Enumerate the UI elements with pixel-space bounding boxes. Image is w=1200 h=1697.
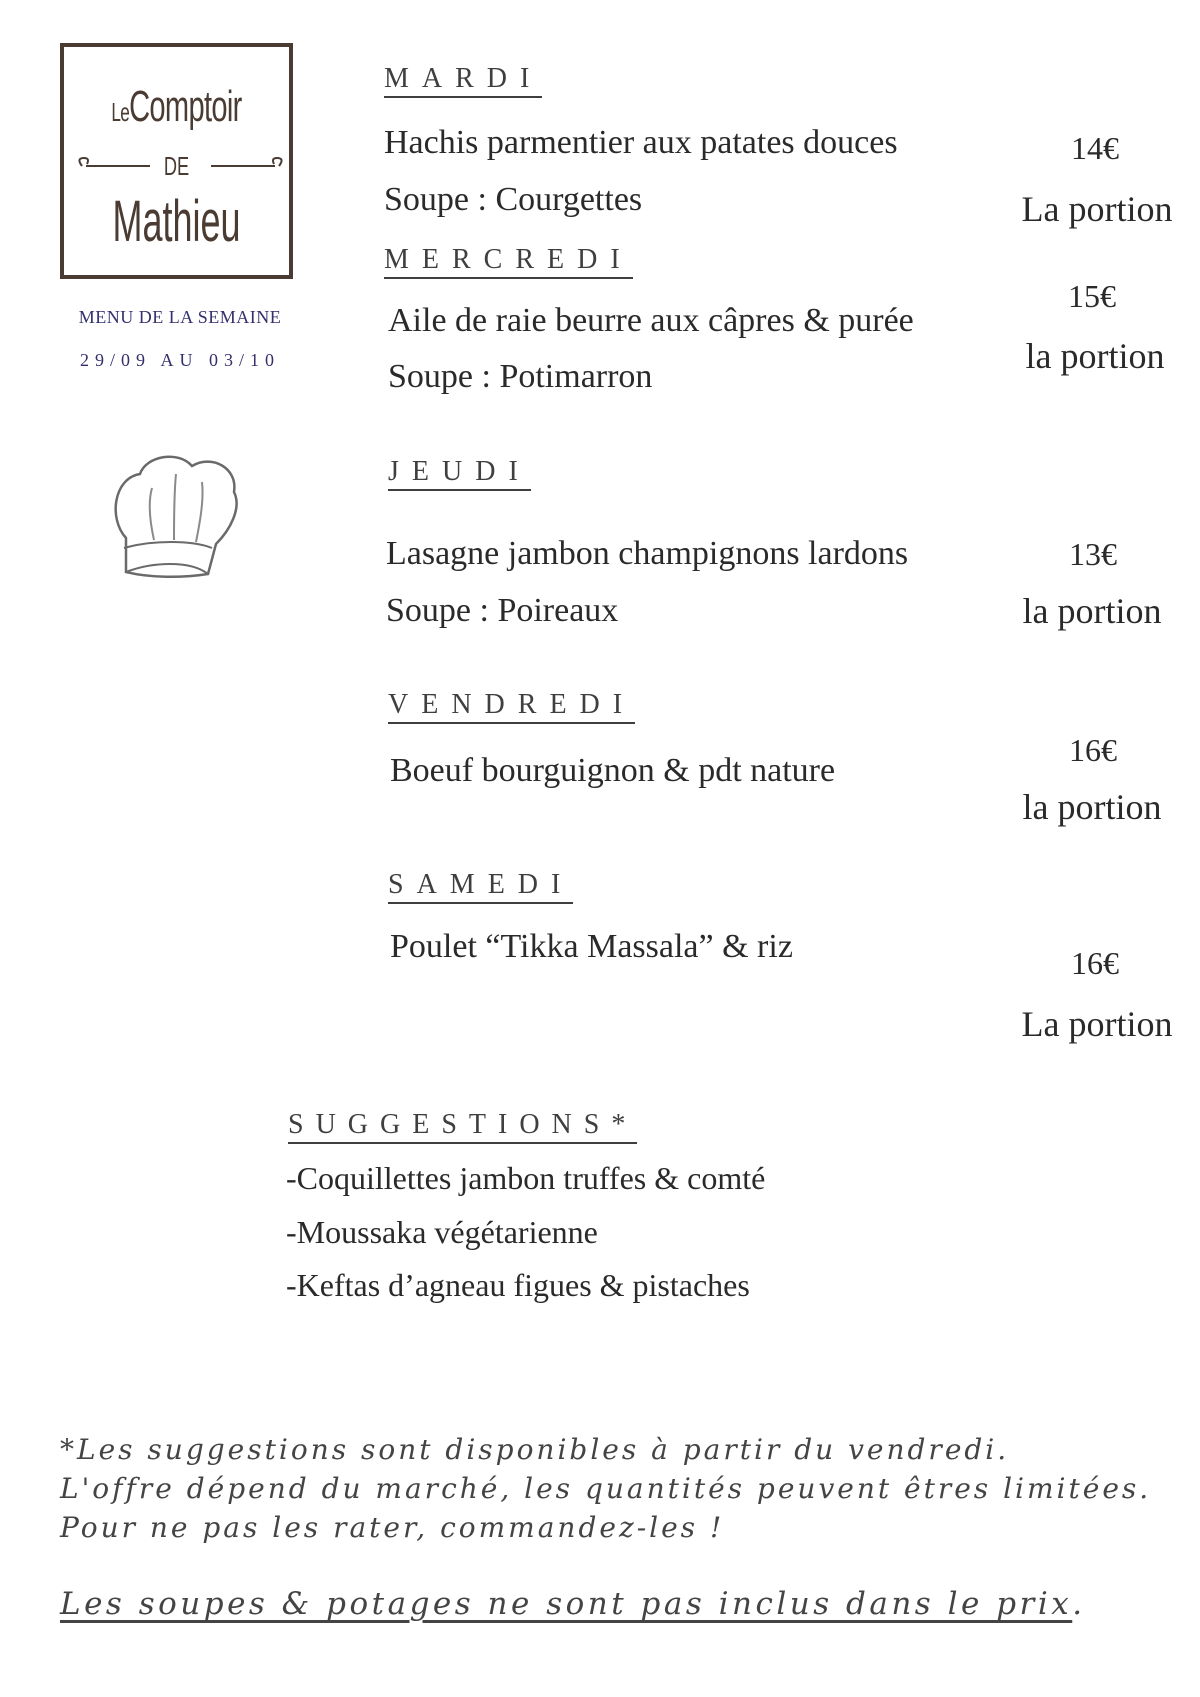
menu-subtitle: MENU DE LA SEMAINE	[78, 307, 282, 327]
soup-line: Soupe : Poireaux	[386, 592, 619, 629]
dish-line: Hachis parmentier aux patates douces	[384, 124, 898, 161]
price: 13€	[1069, 536, 1117, 572]
footer-text: Les soupes & potages ne sont pas inclus dans le prix	[60, 1586, 1073, 1622]
restaurant-logo	[60, 43, 293, 279]
dish-line: Aile de raie beurre aux câpres & purée	[388, 302, 914, 339]
suggestions-heading: SUGGESTIONS*	[288, 1108, 637, 1144]
chef-hat-icon	[112, 452, 242, 592]
footer-note	[60, 1586, 1086, 1622]
suggestion-item: -Keftas d’agneau figues & pistaches	[286, 1267, 750, 1303]
portion-label: La portion	[1021, 1004, 1173, 1044]
price: 16€	[1069, 732, 1117, 768]
dish-line: Boeuf bourguignon & pdt nature	[390, 752, 836, 789]
note-line: L'offre dépend du marché, les quantités peuvent êtres limitées.	[60, 1472, 1152, 1505]
portion-label: la portion	[1025, 336, 1165, 376]
portion-label: La portion	[1021, 189, 1173, 229]
logo-line-3	[107, 189, 247, 254]
soup-line: Soupe : Potimarron	[388, 358, 653, 395]
day-heading-vendredi: VENDREDI	[388, 688, 635, 724]
menu-dates: 29/09 AU 03/10	[79, 350, 280, 370]
note-line: Pour ne pas les rater, commandez-les !	[60, 1511, 725, 1544]
dish-line: Poulet “Tikka Massala” & riz	[390, 928, 793, 965]
logo-mathieu: Mathieu	[112, 189, 241, 254]
price: 14€	[1071, 130, 1119, 166]
day-heading-jeudi: JEUDI	[388, 455, 531, 491]
logo-line-1	[102, 82, 251, 134]
footer-period: .	[1072, 1586, 1086, 1622]
logo-de: DE	[163, 151, 190, 181]
logo-line-2	[78, 151, 275, 181]
day-heading-mercredi: MERCREDI	[384, 243, 633, 279]
logo-le: Le	[111, 97, 130, 127]
day-heading-mardi: MARDI	[384, 62, 542, 98]
portion-label: la portion	[1022, 591, 1162, 631]
portion-label: la portion	[1022, 787, 1162, 827]
suggestion-item: -Coquillettes jambon truffes & comté	[286, 1160, 766, 1196]
dish-line: Lasagne jambon champignons lardons	[386, 535, 909, 572]
day-heading-samedi: SAMEDI	[388, 868, 573, 904]
soup-line: Soupe : Courgettes	[384, 181, 643, 218]
suggestion-item: -Moussaka végétarienne	[286, 1214, 598, 1250]
price: 15€	[1068, 278, 1116, 314]
note-line: *Les suggestions sont disponibles à partir du vendredi.	[60, 1433, 1010, 1466]
logo-comptoir: Comptoir	[129, 82, 242, 131]
price: 16€	[1071, 945, 1119, 981]
